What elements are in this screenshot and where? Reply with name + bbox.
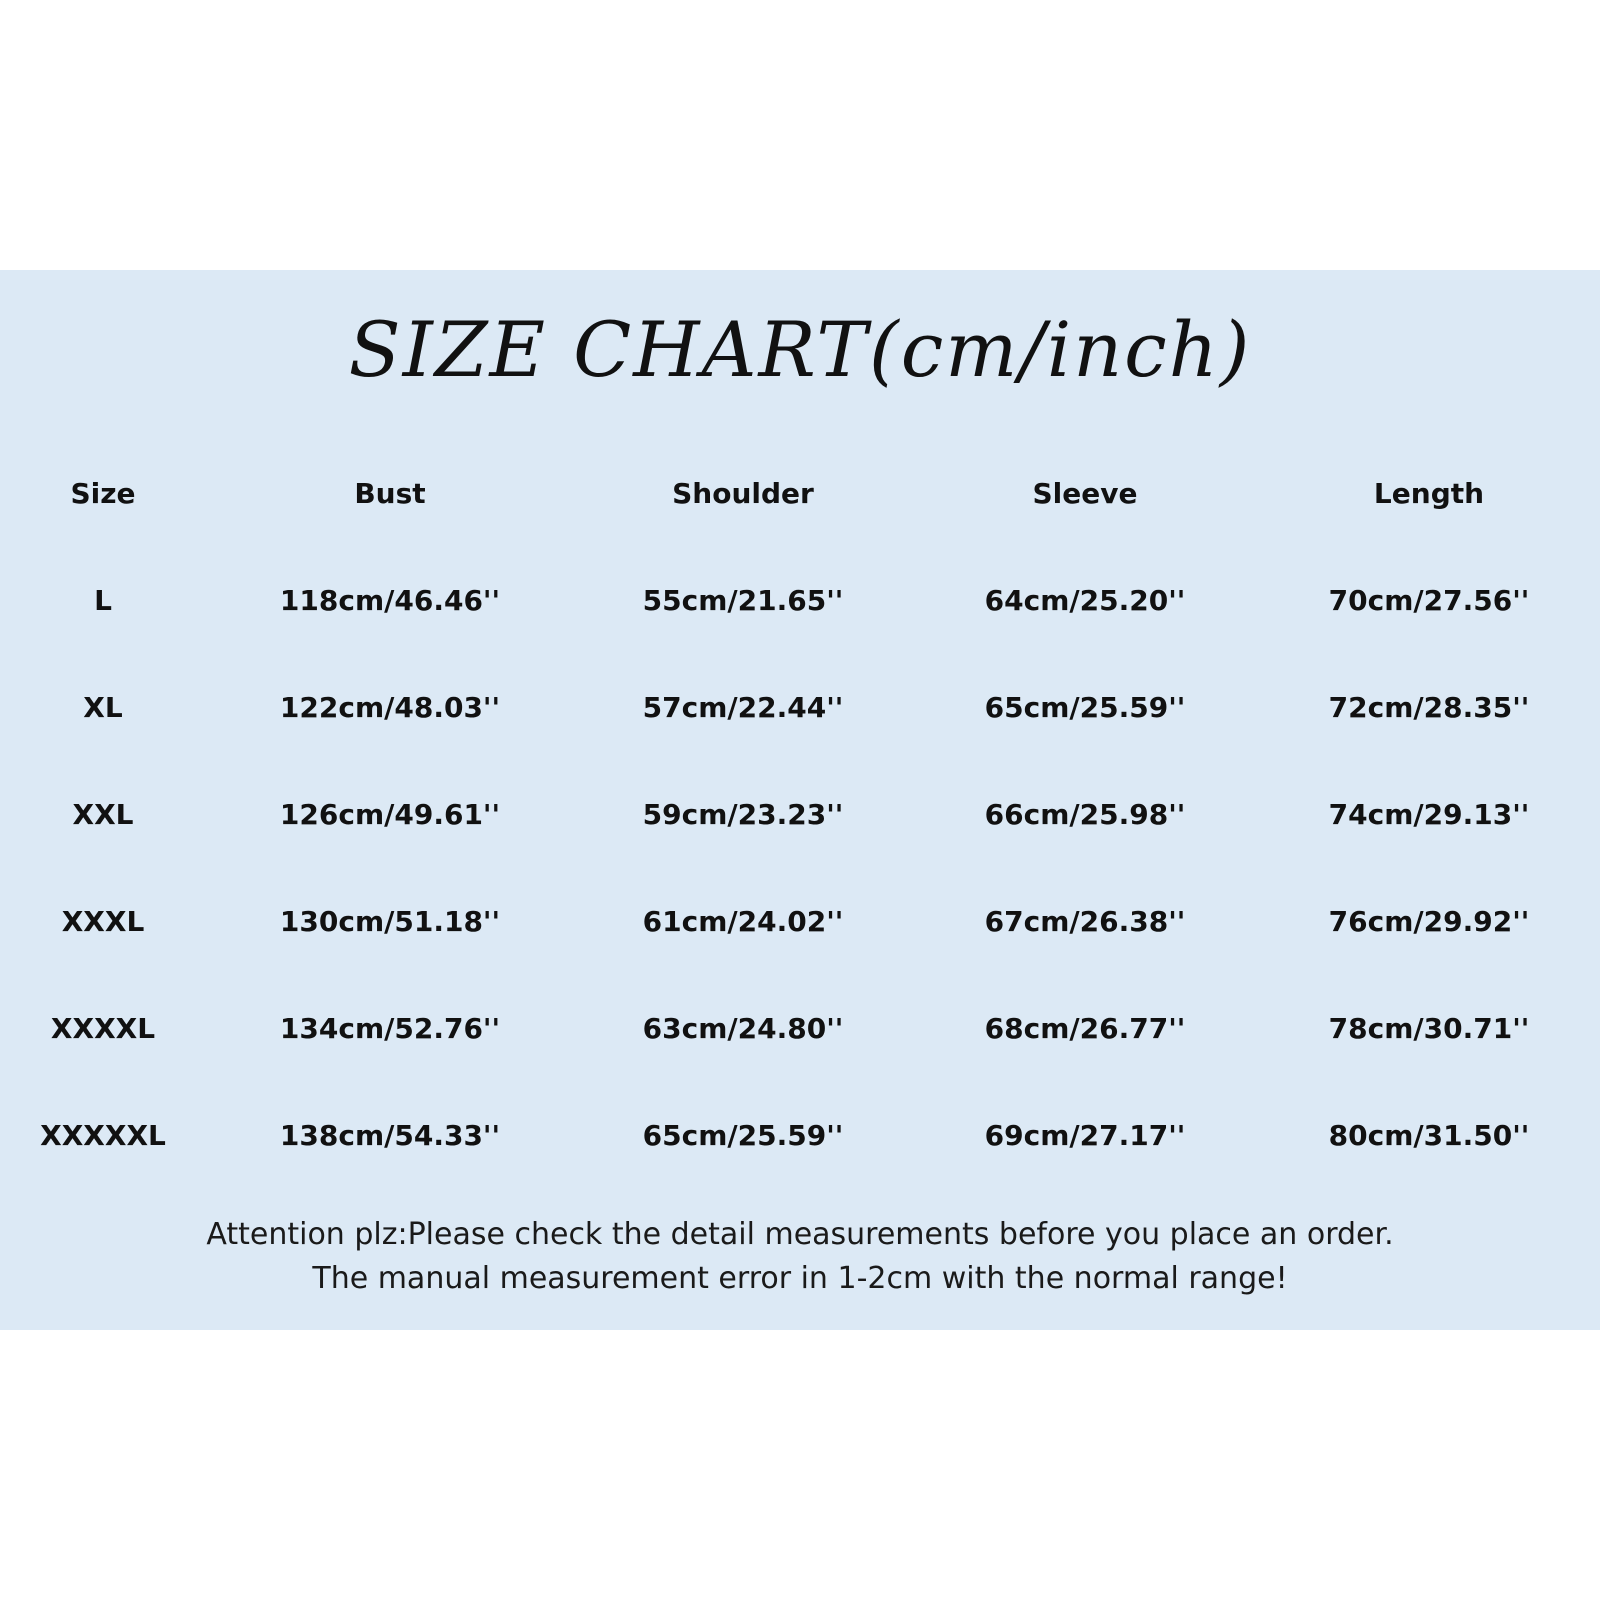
cell-length: 76cm/29.92'' (1328, 905, 1530, 938)
header-length: Length (1373, 477, 1485, 510)
cell-sleeve: 69cm/27.17'' (984, 1119, 1186, 1152)
cell-shoulder: 63cm/24.80'' (642, 1012, 844, 1045)
cell-sleeve: 64cm/25.20'' (984, 584, 1186, 617)
attention-note-line1: Attention plz:Please check the detail measurements before you place an order. (206, 1217, 1394, 1252)
header-sleeve: Sleeve (1032, 477, 1138, 510)
cell-size: XXL (72, 798, 134, 831)
cell-sleeve: 66cm/25.98'' (984, 798, 1186, 831)
cell-length: 80cm/31.50'' (1328, 1119, 1530, 1152)
cell-bust: 138cm/54.33'' (279, 1119, 501, 1152)
attention-note (0, 1213, 1600, 1301)
cell-length: 72cm/28.35'' (1328, 691, 1530, 724)
table-row (0, 547, 1600, 654)
cell-size: L (94, 584, 112, 617)
cell-bust: 118cm/46.46'' (279, 584, 501, 617)
cell-bust: 130cm/51.18'' (279, 905, 501, 938)
cell-bust: 126cm/49.61'' (279, 798, 501, 831)
cell-shoulder: 61cm/24.02'' (642, 905, 844, 938)
cell-sleeve: 65cm/25.59'' (984, 691, 1186, 724)
table-row (0, 654, 1600, 761)
header-shoulder: Shoulder (672, 477, 814, 510)
cell-shoulder: 65cm/25.59'' (642, 1119, 844, 1152)
cell-sleeve: 68cm/26.77'' (984, 1012, 1186, 1045)
attention-note-line2: The manual measurement error in 1-2cm with the normal range! (312, 1261, 1288, 1296)
header-size: Size (70, 477, 136, 510)
cell-sleeve: 67cm/26.38'' (984, 905, 1186, 938)
table-header-row (0, 440, 1600, 547)
cell-bust: 122cm/48.03'' (279, 691, 501, 724)
cell-bust: 134cm/52.76'' (279, 1012, 501, 1045)
cell-length: 74cm/29.13'' (1328, 798, 1530, 831)
table-row (0, 761, 1600, 868)
cell-length: 70cm/27.56'' (1328, 584, 1530, 617)
cell-length: 78cm/30.71'' (1328, 1012, 1530, 1045)
cell-size: XXXL (61, 905, 145, 938)
header-bust: Bust (354, 477, 426, 510)
cell-shoulder: 59cm/23.23'' (642, 798, 844, 831)
table-row (0, 868, 1600, 975)
cell-size: XL (83, 691, 123, 724)
cell-shoulder: 55cm/21.65'' (642, 584, 844, 617)
chart-title: SIZE CHART(cm/inch) (348, 305, 1252, 394)
size-table (0, 440, 1600, 1189)
cell-shoulder: 57cm/22.44'' (642, 691, 844, 724)
cell-size: XXXXXL (40, 1119, 166, 1152)
cell-size: XXXXL (50, 1012, 156, 1045)
table-row (0, 1082, 1600, 1189)
table-row (0, 975, 1600, 1082)
